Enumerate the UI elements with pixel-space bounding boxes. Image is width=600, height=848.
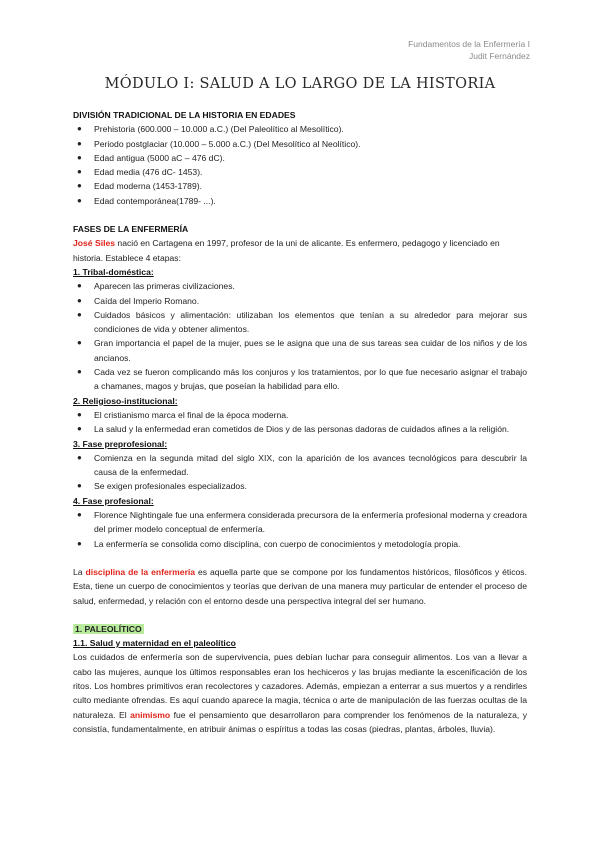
bullet-icon: ● bbox=[77, 510, 82, 520]
list-item: ● Cada vez se fueron complicando más los conjuros y los tratamientos, por lo que fue necesario asignar el trabajo a chamanes, magos y brujas, que poseían la habilidad para ello. bbox=[77, 367, 527, 392]
header-author: Judit Fernández bbox=[469, 51, 530, 61]
header-course: Fundamentos de la Enfermería I bbox=[408, 39, 530, 49]
list-item: ● Edad media (476 dC- 1453). bbox=[73, 165, 527, 179]
page-header bbox=[408, 38, 530, 62]
phase-title: 2. Religioso-institucional: bbox=[73, 395, 178, 406]
list-item: ● La salud y la enfermedad eran cometidos de Dios y de las personas dadoras de cuidados afines a la religión. bbox=[73, 422, 527, 436]
phase-list bbox=[73, 408, 527, 437]
division-heading: DIVISIÓN TRADICIONAL DE LA HISTORIA EN EDADES bbox=[73, 110, 296, 120]
bullet-icon: ● bbox=[77, 367, 82, 377]
phase-title: 4. Fase profesional: bbox=[73, 495, 154, 506]
phase-list bbox=[73, 279, 527, 393]
spacer bbox=[73, 208, 527, 222]
list-item: ● Aparecen las primeras civilizaciones. bbox=[73, 279, 527, 293]
list-item: ● Cuidados básicos y alimentación: utilizaban los elementos que tenían a su alrededor para mejorar sus condiciones de vida y obtener alimentos. bbox=[77, 309, 527, 335]
list-item: ● Florence Nightingale fue una enfermera considerada precursora de la enfermería profesional moderna y creadora del primer modelo conceptual de enfermería. bbox=[77, 510, 527, 535]
list-item: ● Prehistoria (600.000 – 10.000 a.C.) (Del Paleolítico al Mesolítico). bbox=[73, 122, 527, 136]
bullet-icon: ● bbox=[77, 138, 82, 148]
document-body bbox=[73, 108, 527, 736]
bullet-icon: ● bbox=[77, 338, 82, 348]
bullet-icon: ● bbox=[77, 295, 82, 305]
phase-list bbox=[73, 508, 527, 551]
list-item: ● Gran importancia el papel de la mujer, pues se le asigna que una de sus tareas sea cuidar de los niños y de los ancianos. bbox=[77, 338, 527, 363]
bullet-icon: ● bbox=[77, 281, 82, 291]
paleolitico-subheading: 1.1. Salud y maternidad en el paleolítico bbox=[73, 638, 236, 649]
bullet-icon: ● bbox=[77, 481, 82, 491]
author-name: José Siles bbox=[73, 238, 116, 249]
bullet-icon: ● bbox=[77, 181, 82, 191]
bullet-icon: ● bbox=[77, 424, 82, 434]
list-item: ● Edad contemporánea(1789- ...). bbox=[73, 194, 527, 208]
list-item: ● Edad antigua (5000 aC – 476 dC). bbox=[73, 151, 527, 165]
disciplina-paragraph: La disciplina de la enfermería es aquella parte que se compone por los fundamentos históricos, filosóficos y éticos. Esta, tiene un cuerpo de conocimientos y teorías que derivan de una manera muy particular de entender el proceso de salud, enfermedad, y relación con el entorno desde una perspectiva integral del ser humano. bbox=[73, 566, 527, 606]
list-item: ● Se exigen profesionales especializados. bbox=[73, 479, 527, 493]
paleolitico-paragraph: Los cuidados de enfermería son de supervivencia, pues debían luchar para conseguir alimentos. Los van a llevar a cabo las mujeres, aunque los últimos responsables eran los hechiceros y las brujas mediante la escenificación de los ritos. Los hombres primitivos eran recolectores y cazadores. Además, empiezan a enterrar a sus muertos y a rendirles culto mediante ofrendas. Es aquí cuando aparece la magia, técnica o arte de manipulación de las fuerzas ocultas de la naturaleza. El animismo fue el pensamiento que desarrollaron para comprender los fenómenos de la naturaleza, y consistía, fundamentalmente, en atribuir ánimas o espíritus a todas las cosas (piedras, plantas, árboles, lluvia). bbox=[73, 652, 527, 734]
phase-title: 1. Tribal-doméstica: bbox=[73, 266, 154, 277]
bullet-icon: ● bbox=[77, 538, 82, 548]
division-list bbox=[73, 122, 527, 208]
fases-heading: FASES DE LA ENFERMERÍA bbox=[73, 224, 189, 235]
bullet-icon: ● bbox=[77, 409, 82, 419]
bullet-icon: ● bbox=[77, 195, 82, 205]
paleolitico-heading: 1. PALEOLÍTICO bbox=[75, 623, 142, 634]
fases-intro: José Siles nació en Cartagena en 1997, profesor de la uni de alicante. Es enfermero, pedagogo y licenciado en historia. Establece 4 etapas: bbox=[73, 238, 500, 263]
spacer bbox=[73, 551, 527, 565]
bullet-icon: ● bbox=[77, 152, 82, 162]
bullet-icon: ● bbox=[77, 167, 82, 177]
highlight-term: animismo bbox=[130, 709, 171, 720]
list-item: ● Caída del Imperio Romano. bbox=[73, 294, 527, 308]
page-title: MÓDULO I: SALUD A LO LARGO DE LA HISTORIA bbox=[104, 76, 496, 92]
list-item: ● Comienza en la segunda mitad del siglo XIX, con la aparición de los avances tecnológicos para descubrir la causa de la enfermedad. bbox=[77, 452, 527, 478]
list-item: ● Periodo postglaciar (10.000 – 5.000 a.C.) (Del Mesolítico al Neolítico). bbox=[73, 137, 527, 151]
list-item: ● La enfermería se consolida como disciplina, con cuerpo de conocimientos y metodología propia. bbox=[73, 537, 527, 551]
bullet-icon: ● bbox=[77, 452, 82, 462]
spacer bbox=[73, 608, 527, 622]
phase-list bbox=[73, 451, 527, 494]
list-item: ● Edad moderna (1453-1789). bbox=[73, 179, 527, 193]
bullet-icon: ● bbox=[77, 124, 82, 134]
bullet-icon: ● bbox=[77, 309, 82, 319]
list-item: ● El cristianismo marca el final de la época moderna. bbox=[73, 408, 527, 422]
phase-title: 3. Fase preprofesional: bbox=[73, 438, 168, 449]
highlight-term: disciplina de la enfermería bbox=[85, 566, 196, 577]
